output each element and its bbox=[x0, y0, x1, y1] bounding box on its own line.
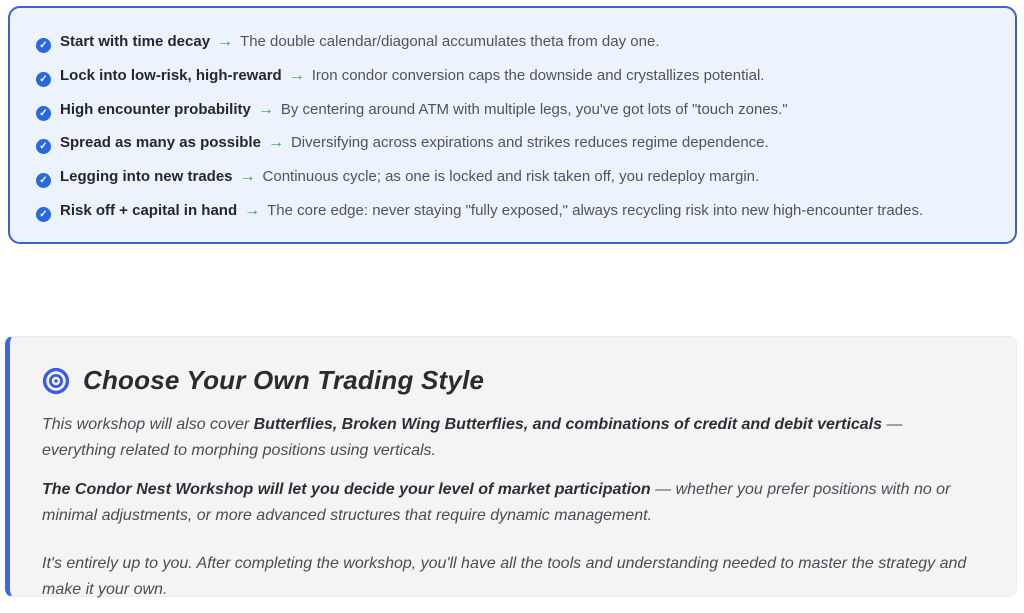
paragraph-text: — whether you prefer positions with no or minimal adjustments, or more advanced structures that require dynamic management. bbox=[42, 480, 951, 524]
checklist-item bbox=[36, 133, 989, 154]
strategy-principles-card bbox=[8, 6, 1017, 244]
checklist-item-label: Risk off + capital in hand bbox=[60, 201, 238, 219]
checklist-item-text: Diversifying across expirations and strikes reduces regime dependence. bbox=[290, 134, 769, 152]
check-circle-icon: ✓ bbox=[36, 72, 51, 87]
checklist-item bbox=[36, 100, 989, 121]
arrow-right-icon: → bbox=[217, 33, 234, 50]
checklist-item bbox=[36, 167, 989, 188]
checklist-item-text: Iron condor conversion caps the downside and crystallizes potential. bbox=[311, 66, 765, 84]
checklist-item-text: Continuous cycle; as one is locked and risk taken off, you redeploy margin. bbox=[262, 168, 760, 186]
paragraph-text: It's entirely up to you. After completing the workshop, you'll have all the tools and understanding needed to master the strategy and make it your own. bbox=[42, 554, 967, 598]
paragraph-text: This workshop will also cover bbox=[42, 416, 254, 433]
arrow-right-icon: → bbox=[257, 100, 274, 118]
trading-style-title: Choose Your Own Trading Style bbox=[83, 365, 485, 395]
checklist-item-label: Legging into new trades bbox=[60, 168, 233, 186]
checklist-item bbox=[36, 66, 989, 87]
checklist-item-label: Lock into low-risk, high-reward bbox=[60, 66, 282, 84]
arrow-right-icon: → bbox=[239, 168, 256, 186]
paragraph-text: — everything related to morphing positions using verticals. bbox=[42, 416, 903, 459]
checklist-item-label: High encounter probability bbox=[60, 100, 251, 118]
check-circle-icon: ✓ bbox=[36, 38, 51, 53]
checklist-item-text: By centering around ATM with multiple legs, you've got lots of "touch zones." bbox=[280, 100, 788, 118]
paragraph-bold-text: Butterflies, Broken Wing Butterflies, and combinations of credit and debit verticals bbox=[253, 416, 883, 433]
trading-style-paragraph-2 bbox=[42, 477, 980, 529]
arrow-right-icon: → bbox=[244, 201, 261, 219]
checklist-item-text: The core edge: never staying "fully exposed," always recycling risk into new high-encounter trades. bbox=[267, 201, 924, 219]
checklist-item bbox=[36, 32, 989, 53]
checklist-item bbox=[36, 201, 989, 222]
check-circle-icon: ✓ bbox=[36, 106, 51, 121]
trading-style-heading bbox=[42, 365, 980, 396]
check-circle-icon: ✓ bbox=[36, 139, 51, 154]
trading-style-paragraph-3 bbox=[42, 551, 980, 603]
arrow-right-icon: → bbox=[288, 66, 305, 84]
check-circle-icon: ✓ bbox=[36, 207, 51, 222]
check-circle-icon: ✓ bbox=[36, 173, 51, 188]
checklist-item-label: Spread as many as possible bbox=[60, 134, 261, 152]
checklist-item-text: The double calendar/diagonal accumulates theta from day one. bbox=[240, 33, 660, 50]
arrow-right-icon: → bbox=[267, 134, 284, 152]
trading-style-paragraph-1 bbox=[42, 412, 980, 464]
bullseye-icon bbox=[42, 367, 70, 395]
trading-style-card bbox=[5, 336, 1017, 597]
checklist-item-label: Start with time decay bbox=[60, 33, 211, 50]
paragraph-bold-text: The Condor Nest Workshop will let you decide your level of market participation bbox=[42, 480, 651, 498]
